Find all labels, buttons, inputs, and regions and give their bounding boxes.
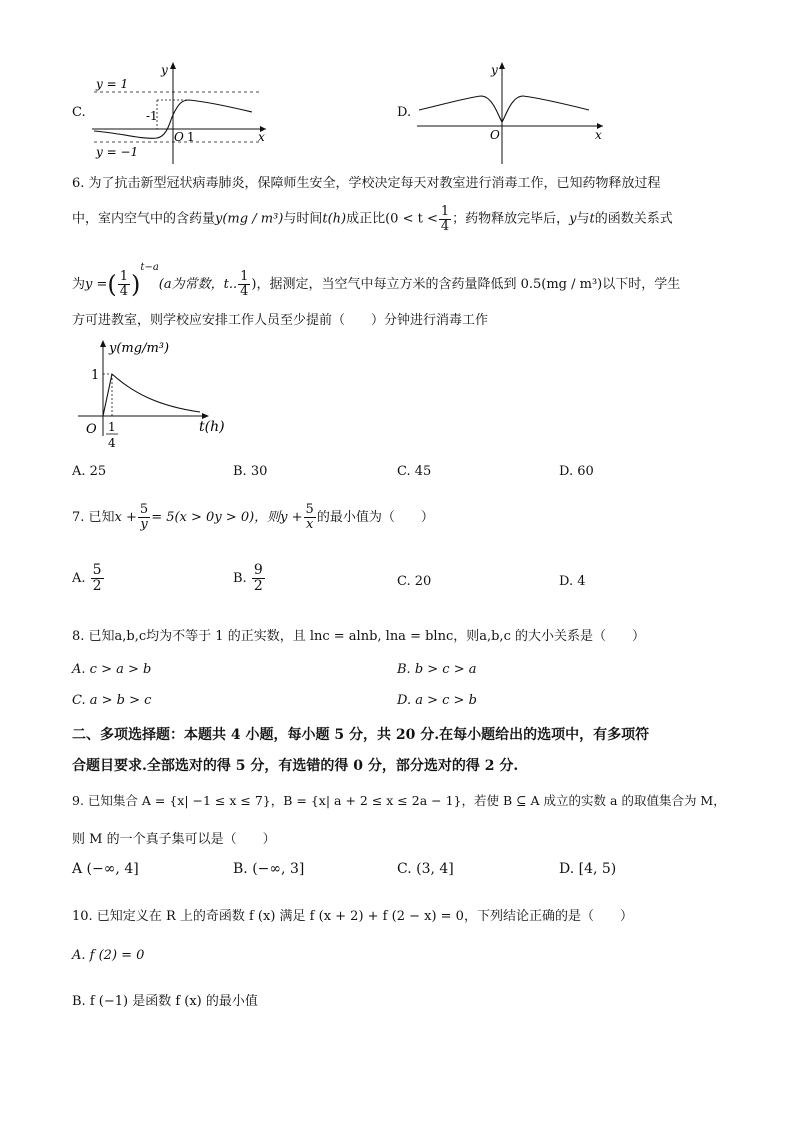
q6-l2e: 成正比(0 < t < bbox=[346, 211, 438, 227]
q5-option-c-label: C. bbox=[72, 105, 86, 120]
q6-l3i: )，据测定，当空气中每立方米的含药量降低到 0.5(mg / m³)以下时，学生 bbox=[251, 277, 681, 292]
q8-stem: 8. 已知a,b,c均为不等于 1 的正实数，且 lnc = alnb, lna = blnc，则a,b,c 的大小关系是（ ） bbox=[72, 629, 645, 644]
q7-f: y + bbox=[280, 510, 303, 525]
q10-option-b[interactable]: B. f (−1) 是函数 f (x) 的最小值 bbox=[72, 994, 258, 1009]
q7-opt-a-label: A. bbox=[72, 571, 86, 586]
c-x-axis-label: x bbox=[258, 129, 265, 144]
q7-frac1 bbox=[138, 503, 150, 531]
q6-graph bbox=[72, 336, 242, 456]
q9-option-a[interactable]: A (−∞, 4] bbox=[72, 861, 139, 877]
q9-option-d[interactable]: D. [4, 5) bbox=[559, 861, 617, 877]
q6-lparen: ( bbox=[107, 270, 117, 299]
q7-option-a[interactable] bbox=[72, 562, 105, 596]
q7-stem bbox=[72, 502, 434, 534]
q7-c: 5 bbox=[139, 502, 149, 518]
q6-graph-origin: O bbox=[86, 422, 97, 437]
q6-l2c: 与时间 bbox=[283, 211, 323, 227]
q10-stem: 10. 已知定义在 R 上的奇函数 f (x) 满足 f (x + 2) + f (2 − x) = 0，下列结论正确的是（ ） bbox=[72, 909, 633, 924]
q6-l2h: ；药物释放完毕后， bbox=[452, 211, 570, 227]
q6-l3a: 为 bbox=[72, 277, 86, 292]
c-neg-one-label: -1 bbox=[146, 109, 158, 123]
q7-a: 7. 已知 bbox=[72, 510, 115, 525]
q6-l2j: 与 bbox=[576, 211, 590, 227]
q9-option-b[interactable]: B. (−∞, 3] bbox=[233, 861, 305, 877]
q9-option-c[interactable]: C. (3, 4] bbox=[397, 861, 454, 877]
q5-option-d-graph bbox=[415, 60, 610, 164]
d-origin-label: O bbox=[490, 127, 500, 142]
q6-option-d[interactable]: D. 60 bbox=[559, 464, 594, 479]
q7-opt-b-den: 2 bbox=[253, 578, 263, 594]
section2-heading-line2: 合题目要求.全部选对的得 5 分，有选错的得 0 分，部分选对的得 2 分. bbox=[72, 758, 519, 774]
q6-l2f: 1 bbox=[440, 204, 450, 219]
q6-frac-base bbox=[118, 270, 130, 298]
q7-opt-b-frac bbox=[252, 563, 265, 593]
q6-l2i: y bbox=[569, 211, 577, 227]
q7-option-c[interactable]: C. 20 bbox=[397, 574, 432, 589]
q6-frac-quarter2 bbox=[238, 270, 250, 298]
d-y-axis-label: y bbox=[491, 63, 498, 77]
c-y-top-label: y = 1 bbox=[96, 77, 129, 91]
q7-opt-a-den: 2 bbox=[92, 578, 102, 594]
q6-l3e: t−a bbox=[140, 262, 159, 273]
c-y-bottom-label: y = −1 bbox=[96, 145, 139, 159]
q6-l2a: 中，室内空气中的含药量 bbox=[72, 211, 216, 227]
q7-option-b[interactable] bbox=[233, 562, 266, 596]
q5-option-c-graph bbox=[90, 60, 270, 164]
q6-option-c[interactable]: C. 45 bbox=[397, 464, 432, 479]
q6-l3f: (a为常数，t.. bbox=[158, 277, 238, 292]
q7-option-d[interactable]: D. 4 bbox=[559, 574, 586, 589]
q6-line3 bbox=[72, 248, 680, 305]
q7-b: x + bbox=[114, 510, 137, 525]
q5-option-d-label: D. bbox=[397, 105, 412, 120]
q6-graph-tick-den: 4 bbox=[108, 436, 116, 450]
q6-graph-y-label: y(mg/m³) bbox=[109, 341, 170, 356]
q7-opt-b-label: B. bbox=[233, 571, 247, 586]
q8-option-a[interactable]: A. c > a > b bbox=[72, 662, 152, 677]
c-y-axis-label: y bbox=[161, 63, 168, 77]
q7-i: 的最小值为（ ） bbox=[316, 510, 434, 525]
q7-g: 5 bbox=[305, 502, 314, 518]
c-one-label: 1 bbox=[187, 129, 195, 144]
q6-graph-one: 1 bbox=[91, 368, 100, 383]
q10-option-a[interactable]: A. f (2) = 0 bbox=[72, 948, 145, 963]
q6-rparen: ) bbox=[131, 270, 141, 299]
q6-l2k: t bbox=[589, 211, 595, 227]
q6-option-b[interactable]: B. 30 bbox=[233, 464, 268, 479]
q7-d: y bbox=[140, 517, 148, 532]
q6-l3g: 1 bbox=[240, 269, 249, 285]
q6-frac-quarter bbox=[439, 205, 451, 233]
q7-opt-b-num: 9 bbox=[253, 562, 263, 579]
section2-heading-line1: 二、多项选择题：本题共 4 小题，每小题 5 分，共 20 分.在每小题给出的选项中，有多项符 bbox=[72, 727, 650, 743]
q7-h: x bbox=[306, 517, 314, 532]
q6-graph-tick-num: 1 bbox=[108, 420, 116, 434]
q6-l3b: y = bbox=[85, 277, 108, 292]
q7-opt-a-frac bbox=[91, 563, 104, 593]
q6-option-a[interactable]: A. 25 bbox=[72, 464, 107, 479]
q6-l2l: 的函数关系式 bbox=[594, 211, 673, 227]
q7-e: = 5(x > 0y > 0)，则 bbox=[151, 510, 281, 525]
q6-l3d: 4 bbox=[119, 284, 129, 299]
d-x-axis-label: x bbox=[595, 127, 602, 142]
q6-line1: 6. 为了抗击新型冠状病毒肺炎，保障师生安全，学校决定每天对教室进行消毒工作，已知药物释放过程 bbox=[72, 176, 661, 191]
q8-option-b[interactable]: B. b > c > a bbox=[397, 662, 477, 677]
q8-option-c[interactable]: C. a > b > c bbox=[72, 693, 152, 708]
q6-graph-x-label: t(h) bbox=[199, 419, 225, 435]
q6-l2b: y(mg / m³) bbox=[215, 211, 284, 227]
c-origin-label: O bbox=[174, 129, 184, 144]
q6-l2g: 4 bbox=[440, 218, 450, 234]
q8-option-d[interactable]: D. a > c > b bbox=[397, 693, 477, 708]
q6-line4: 方可进教室，则学校应安排工作人员至少提前（ ）分钟进行消毒工作 bbox=[72, 313, 489, 328]
q7-frac2 bbox=[304, 503, 316, 531]
q6-line2 bbox=[72, 205, 673, 233]
q9-line2: 则 M 的一个真子集可以是（ ） bbox=[72, 832, 276, 847]
q6-l3c: 1 bbox=[119, 269, 129, 285]
q7-opt-a-num: 5 bbox=[92, 562, 102, 579]
q6-l3h: 4 bbox=[240, 284, 249, 299]
q6-l2d: t(h) bbox=[322, 211, 347, 227]
q9-line1: 9. 已知集合 A = {x| −1 ≤ x ≤ 7}，B = {x| a + 2 ≤ x ≤ 2a − 1}，若使 B ⊆ A 成立的实数 a 的取值集合为 M， bbox=[72, 793, 726, 808]
